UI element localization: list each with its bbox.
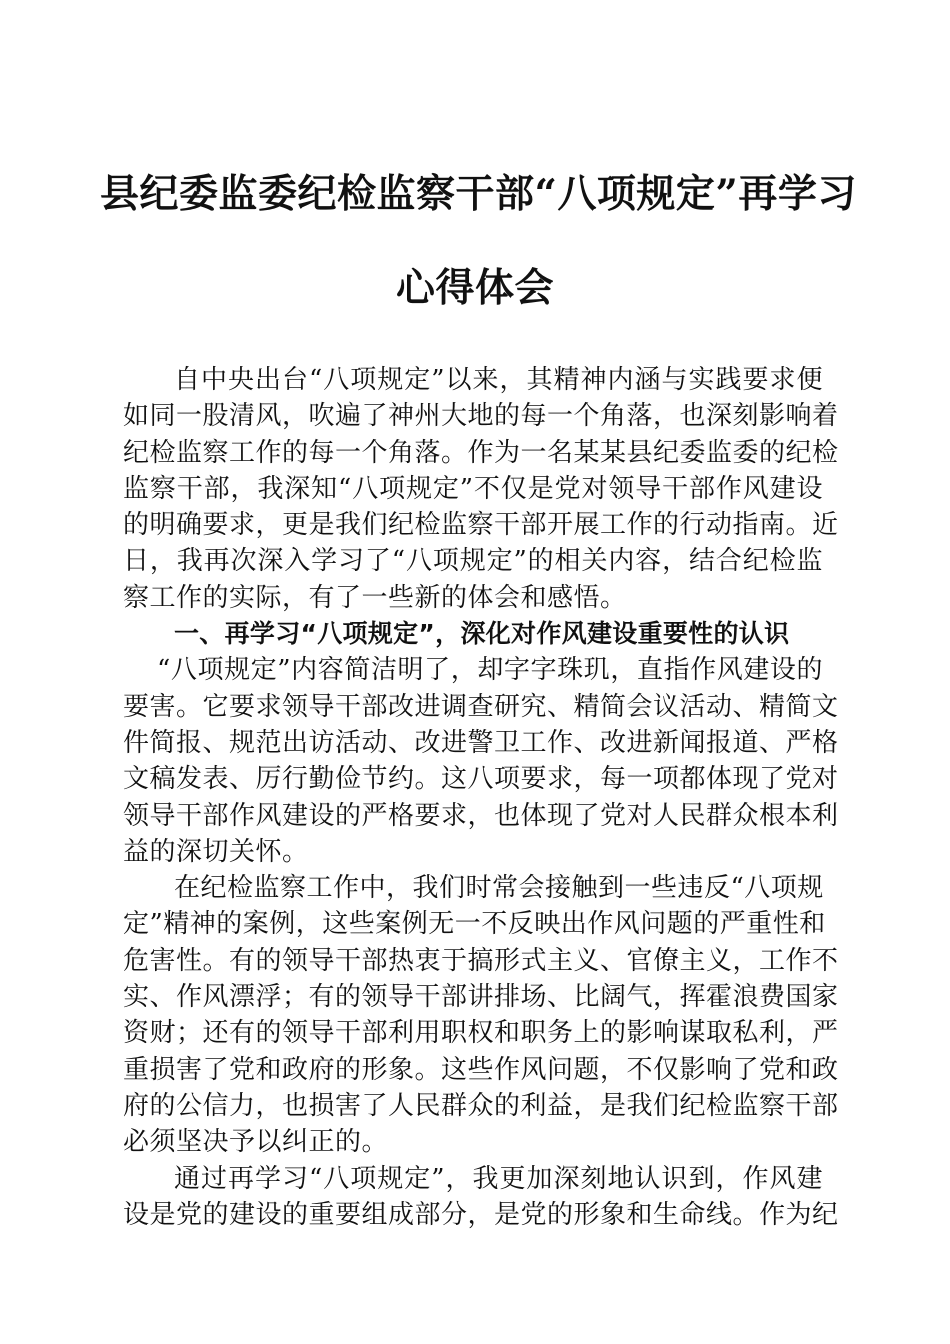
paragraph-line: 设是党的建设的重要组成部分，是党的形象和生命线。作为纪	[123, 1199, 839, 1230]
document-title-line-1: 县纪委监委纪检监察干部“八项规定”再学习	[100, 171, 857, 217]
paragraph-line: 的明确要求，更是我们纪检监察干部开展工作的行动指南。近	[123, 510, 839, 541]
paragraph-line: 领导干部作风建设的严格要求，也体现了党对人民群众根本利	[123, 800, 839, 831]
paragraph-line: 如同一股清风，吹遍了神州大地的每一个角落，也深刻影响着	[123, 401, 839, 432]
paragraph-line: 件简报、规范出访活动、改进警卫工作、改进新闻报道、严格	[123, 727, 839, 758]
paragraph-line: 实、作风漂浮；有的领导干部讲排场、比阔气，挥霍浪费国家	[123, 982, 839, 1013]
document-body	[123, 362, 839, 1233]
document-title-line-2: 心得体会	[395, 265, 554, 311]
paragraph-line: 要害。它要求领导干部改进调查研究、精简会议活动、精简文	[123, 691, 839, 722]
paragraph-line: 益的深切关怀。	[123, 836, 309, 867]
paragraph-line: 察工作的实际，有了一些新的体会和感悟。	[123, 582, 627, 613]
paragraph-line: 重损害了党和政府的形象。这些作风问题，不仅影响了党和政	[123, 1054, 839, 1085]
paragraph-line: 文稿发表、厉行勤俭节约。这八项要求，每一项都体现了党对	[123, 764, 839, 795]
paragraph-line: 自中央出台“八项规定”以来，其精神内涵与实践要求便	[174, 365, 823, 395]
paragraph-line: 危害性。有的领导干部热衷于搞形式主义、官僚主义，工作不	[123, 945, 839, 976]
paragraph-line: 通过再学习“八项规定”，我更加深刻地认识到，作风建	[174, 1163, 823, 1194]
paragraph-line: 在纪检监察工作中，我们时常会接触到一些违反“八项规	[174, 873, 824, 904]
paragraph-line: 定”精神的案例，这些案例无一不反映出作风问题的严重性和	[123, 909, 826, 940]
paragraph-line: 监察干部，我深知“八项规定”不仅是党对领导干部作风建设	[123, 473, 823, 504]
paragraph-line: 资财；还有的领导干部利用职权和职务上的影响谋取私利，严	[123, 1018, 839, 1049]
paragraph-line: “八项规定”内容简洁明了，却字字珠玑，直指作风建设的	[157, 655, 823, 686]
paragraph-line: 必须坚决予以纠正的。	[123, 1127, 389, 1158]
paragraph-line: 日，我再次深入学习了“八项规定”的相关内容，结合纪检监	[123, 546, 823, 577]
paragraph-line: 府的公信力，也损害了人民群众的利益，是我们纪检监察干部	[123, 1090, 839, 1121]
section-heading: 一、再学习“八项规定”，深化对作风建设重要性的认识	[174, 619, 790, 649]
paragraph-line: 纪检监察工作的每一个角落。作为一名某某县纪委监委的纪检	[123, 437, 839, 468]
